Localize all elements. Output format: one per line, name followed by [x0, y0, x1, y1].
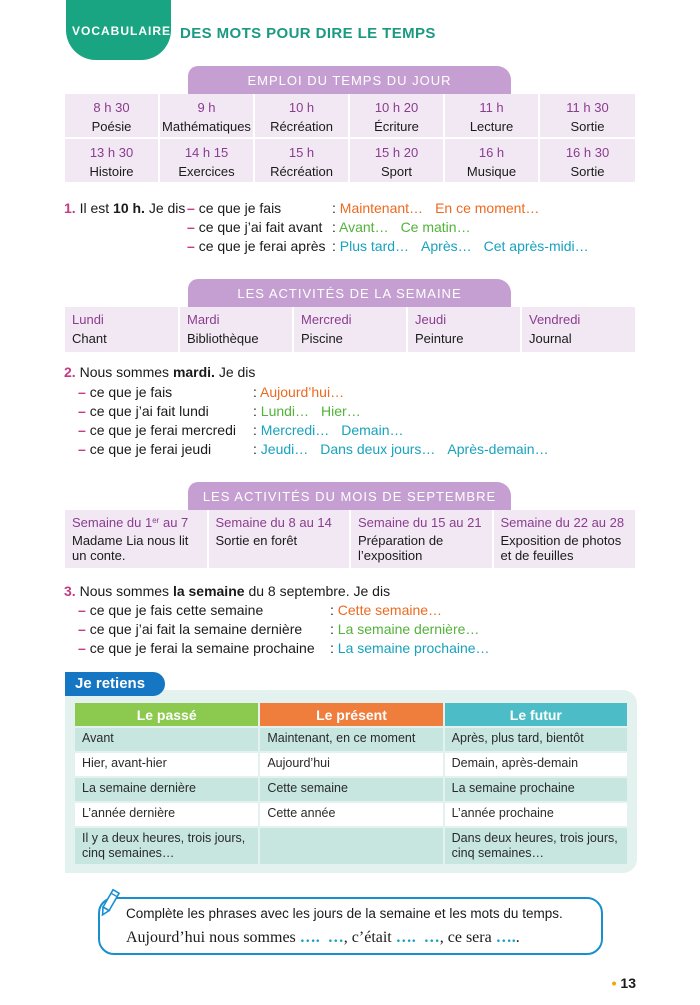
cell-present: Aujourd’hui: [259, 752, 443, 777]
day-name: Lundi: [72, 312, 104, 327]
week-label-text: Semaine du 1: [72, 515, 153, 530]
schedule-subject: Mathématiques: [162, 119, 251, 134]
schedule-cell: [255, 139, 350, 184]
schedule-subject: Récréation: [270, 164, 333, 179]
answer: En ce moment…: [435, 200, 540, 216]
week-cell: [407, 307, 521, 352]
cell-future: L’année prochaine: [444, 802, 628, 827]
schedule-subject: Musique: [466, 164, 517, 179]
month-table: [65, 510, 635, 568]
cell-future: La semaine prochaine: [444, 777, 628, 802]
schedule-time: 11 h 30: [566, 100, 609, 115]
schedule-cell: [350, 139, 445, 184]
dash: –: [78, 621, 86, 637]
intro-text: Nous sommes: [79, 583, 170, 599]
schedule-time: 15 h: [288, 145, 315, 160]
prompt-text: ce que j’ai fait la semaine dernière: [89, 621, 303, 637]
sentence-text: Aujourd’hui nous sommes: [126, 929, 296, 946]
dash: –: [187, 200, 195, 216]
retiens-label: Je retiens: [65, 672, 165, 696]
ex2-answers: : Aujourd’hui…: [253, 384, 345, 400]
blank[interactable]: ….: [495, 929, 516, 946]
week-label: Semaine du 8 au 14: [215, 515, 332, 530]
exercise-sentence: [126, 929, 520, 947]
retiens-table: [73, 701, 629, 866]
schedule-banner: EMPLOI DU TEMPS DU JOUR: [188, 66, 511, 94]
schedule-subject: Histoire: [89, 164, 134, 179]
week-activity: Exposition de photos et de feuilles: [500, 533, 622, 563]
page-number-text: 13: [620, 975, 636, 991]
prompt-text: ce que je ferai jeudi: [89, 441, 212, 457]
intro-text: Je dis: [218, 364, 256, 380]
ordinal-suffix: er: [152, 516, 160, 525]
schedule-subject: Récréation: [270, 119, 333, 134]
answer: Après…: [421, 238, 472, 254]
answer: Lundi…: [260, 403, 310, 419]
prompt-text: ce que je ferai après: [198, 238, 326, 254]
schedule-subject: Sortie: [570, 164, 605, 179]
ex2-answers: : Jeudi… Dans deux jours… Après-demain…: [253, 441, 549, 457]
table-row: [74, 777, 628, 802]
month-cell: [208, 510, 351, 568]
intro-text: du 8 septembre. Je dis: [248, 583, 391, 599]
schedule-time: 14 h 15: [184, 145, 229, 160]
ex1-line: [187, 238, 326, 254]
exercise-number: 1.: [64, 200, 76, 216]
ex3-line: [78, 640, 315, 656]
cell-present: [259, 827, 443, 865]
ex2-line: [78, 422, 236, 438]
answer: Mercredi…: [260, 422, 330, 438]
header-present: Le présent: [259, 702, 443, 727]
table-row: [74, 727, 628, 752]
schedule-subject: Écriture: [374, 119, 419, 134]
intro-emphasis: 10 h.: [113, 200, 145, 216]
cell-past: Avant: [74, 727, 259, 752]
intro-text: Nous sommes: [79, 364, 170, 380]
schedule-subject: Poésie: [91, 119, 132, 134]
schedule-time: 16 h: [478, 145, 505, 160]
header-future: Le futur: [444, 702, 628, 727]
cell-present: Maintenant, en ce moment: [259, 727, 443, 752]
schedule-cell: [445, 94, 540, 139]
sentence-text: , ce sera: [439, 929, 492, 946]
schedule-cell: [540, 139, 635, 184]
cell-present: Cette année: [259, 802, 443, 827]
dash: –: [187, 219, 195, 235]
week-label: Semaine du 22 au 28: [500, 515, 625, 530]
answer: Maintenant…: [339, 200, 424, 216]
schedule-time: 8 h 30: [93, 100, 130, 115]
ex1-answers: : Avant… Ce matin…: [332, 219, 471, 235]
dash: –: [78, 403, 86, 419]
day-activity: Bibliothèque: [187, 331, 259, 346]
schedule-time: 16 h 30: [565, 145, 610, 160]
week-activity: Sortie en forêt: [215, 533, 298, 548]
exercise-number: 3.: [64, 583, 76, 599]
day-name: Jeudi: [415, 312, 447, 327]
schedule-subject: Exercices: [178, 164, 235, 179]
ex2-line: [78, 441, 211, 457]
ex3-answers: : La semaine prochaine…: [330, 640, 490, 656]
answer: Hier…: [321, 403, 361, 419]
cell-past: La semaine dernière: [74, 777, 259, 802]
ex3-answers: : La semaine dernière…: [330, 621, 480, 637]
table-row: [74, 827, 628, 865]
ex2-line: [78, 384, 172, 400]
schedule-subject: Sport: [380, 164, 413, 179]
dash: –: [78, 602, 86, 618]
week-activity: Madame Lia nous lit un conte.: [72, 533, 189, 563]
cell-past: L’année dernière: [74, 802, 259, 827]
intro-emphasis: la semaine: [172, 583, 245, 599]
intro-text: Il est: [79, 200, 110, 216]
cell-present: Cette semaine: [259, 777, 443, 802]
section-tag: VOCABULAIRE: [72, 24, 172, 38]
intro-emphasis: mardi.: [172, 364, 215, 380]
ex3-intro: [64, 583, 390, 599]
week-label: [72, 515, 201, 530]
prompt-text: ce que je fais cette semaine: [89, 602, 264, 618]
cell-past: Hier, avant-hier: [74, 752, 259, 777]
dash: –: [78, 441, 86, 457]
schedule-row-morning: [65, 94, 635, 139]
exercise-instruction: Complète les phrases avec les jours de la semaine et les mots du temps.: [126, 906, 563, 921]
schedule-cell: [160, 139, 255, 184]
answer: Ce matin…: [400, 219, 471, 235]
schedule-row-afternoon: [65, 139, 635, 184]
answer: Cette semaine…: [337, 602, 443, 618]
pencil-icon: [98, 888, 122, 918]
blank[interactable]: ….: [395, 929, 416, 946]
schedule-cell: [65, 94, 160, 139]
schedule-time: 13 h 30: [89, 145, 134, 160]
week-banner: LES ACTIVITÉS DE LA SEMAINE: [188, 279, 511, 307]
week-cell: [65, 307, 179, 352]
schedule-cell: [65, 139, 160, 184]
ex1-answers: : Maintenant… En ce moment…: [332, 200, 540, 216]
cell-future: Dans deux heures, trois jours, cinq semaines…: [444, 827, 628, 865]
schedule-table: [65, 94, 635, 184]
dash: –: [78, 422, 86, 438]
week-cell: [521, 307, 635, 352]
page-title: DES MOTS POUR DIRE LE TEMPS: [180, 25, 436, 42]
week-label-text: au 7: [159, 515, 189, 530]
schedule-subject: Sortie: [570, 119, 605, 134]
schedule-cell: [445, 139, 540, 184]
month-banner: LES ACTIVITÉS DU MOIS DE SEPTEMBRE: [188, 482, 511, 510]
blank[interactable]: …: [327, 929, 344, 946]
schedule-cell: [160, 94, 255, 139]
ex1-answers: : Plus tard… Après… Cet après-midi…: [332, 238, 589, 254]
answer: Aujourd’hui…: [260, 384, 345, 400]
day-name: Mardi: [187, 312, 220, 327]
day-activity: Peinture: [415, 331, 464, 346]
schedule-time: 9 h: [197, 100, 216, 115]
day-name: Mercredi: [301, 312, 352, 327]
month-cell: [350, 510, 493, 568]
ex3-answers: : Cette semaine…: [330, 602, 443, 618]
schedule-time: 15 h 20: [374, 145, 419, 160]
blank[interactable]: …: [423, 929, 440, 946]
sentence-text: , c’était: [343, 929, 392, 946]
ex1-line: [187, 200, 281, 216]
ex2-answers: : Lundi… Hier…: [253, 403, 361, 419]
cell-future: Après, plus tard, bientôt: [444, 727, 628, 752]
schedule-time: 11 h: [479, 100, 504, 115]
answer: Demain…: [341, 422, 404, 438]
answer: Jeudi…: [260, 441, 309, 457]
schedule-cell: [350, 94, 445, 139]
blank[interactable]: ….: [299, 929, 320, 946]
dash: –: [78, 384, 86, 400]
answer: Cet après-midi…: [483, 238, 589, 254]
week-cell: [179, 307, 293, 352]
ex1-intro: [64, 200, 185, 216]
cell-future: Demain, après-demain: [444, 752, 628, 777]
schedule-cell: [255, 94, 350, 139]
week-activity: Préparation de l’exposition: [358, 533, 444, 563]
page-number: [612, 975, 636, 991]
answer: La semaine prochaine…: [337, 640, 490, 656]
day-activity: Chant: [72, 331, 107, 346]
cell-past: Il y a deux heures, trois jours, cinq semaines…: [74, 827, 259, 865]
prompt-text: ce que je fais: [89, 384, 173, 400]
prompt-text: ce que j’ai fait avant: [198, 219, 323, 235]
ex2-intro: [64, 364, 255, 380]
ex3-line: [78, 621, 302, 637]
prompt-text: ce que je ferai la semaine prochaine: [89, 640, 315, 656]
prompt-text: ce que je ferai mercredi: [89, 422, 236, 438]
header-past: Le passé: [74, 702, 259, 727]
prompt-text: ce que j’ai fait lundi: [89, 403, 209, 419]
answer: Avant…: [339, 219, 389, 235]
schedule-subject: Lecture: [469, 119, 514, 134]
intro-text: Je dis: [148, 200, 186, 216]
ex1-line: [187, 219, 322, 235]
day-name: Vendredi: [529, 312, 581, 327]
schedule-cell: [540, 94, 635, 139]
day-activity: Piscine: [301, 331, 343, 346]
answer: La semaine dernière…: [337, 621, 480, 637]
exercise-number: 2.: [64, 364, 76, 380]
dash: –: [187, 238, 195, 254]
day-activity: Journal: [529, 331, 572, 346]
schedule-time: 10 h: [288, 100, 315, 115]
month-cell: [65, 510, 208, 568]
ex2-answers: : Mercredi… Demain…: [253, 422, 404, 438]
dash: –: [78, 640, 86, 656]
ex3-line: [78, 602, 263, 618]
answer: Plus tard…: [339, 238, 410, 254]
month-cell: [493, 510, 636, 568]
page-dot: •: [611, 975, 617, 991]
week-cell: [293, 307, 407, 352]
prompt-text: ce que je fais: [198, 200, 282, 216]
answer: Dans deux jours…: [320, 441, 436, 457]
answer: Après-demain…: [447, 441, 549, 457]
week-label: Semaine du 15 au 21: [358, 515, 482, 530]
sentence-text: .: [515, 929, 520, 946]
week-table: [65, 307, 635, 352]
schedule-time: 10 h 20: [374, 100, 419, 115]
table-row: [74, 752, 628, 777]
ex2-line: [78, 403, 209, 419]
table-row: [74, 802, 628, 827]
